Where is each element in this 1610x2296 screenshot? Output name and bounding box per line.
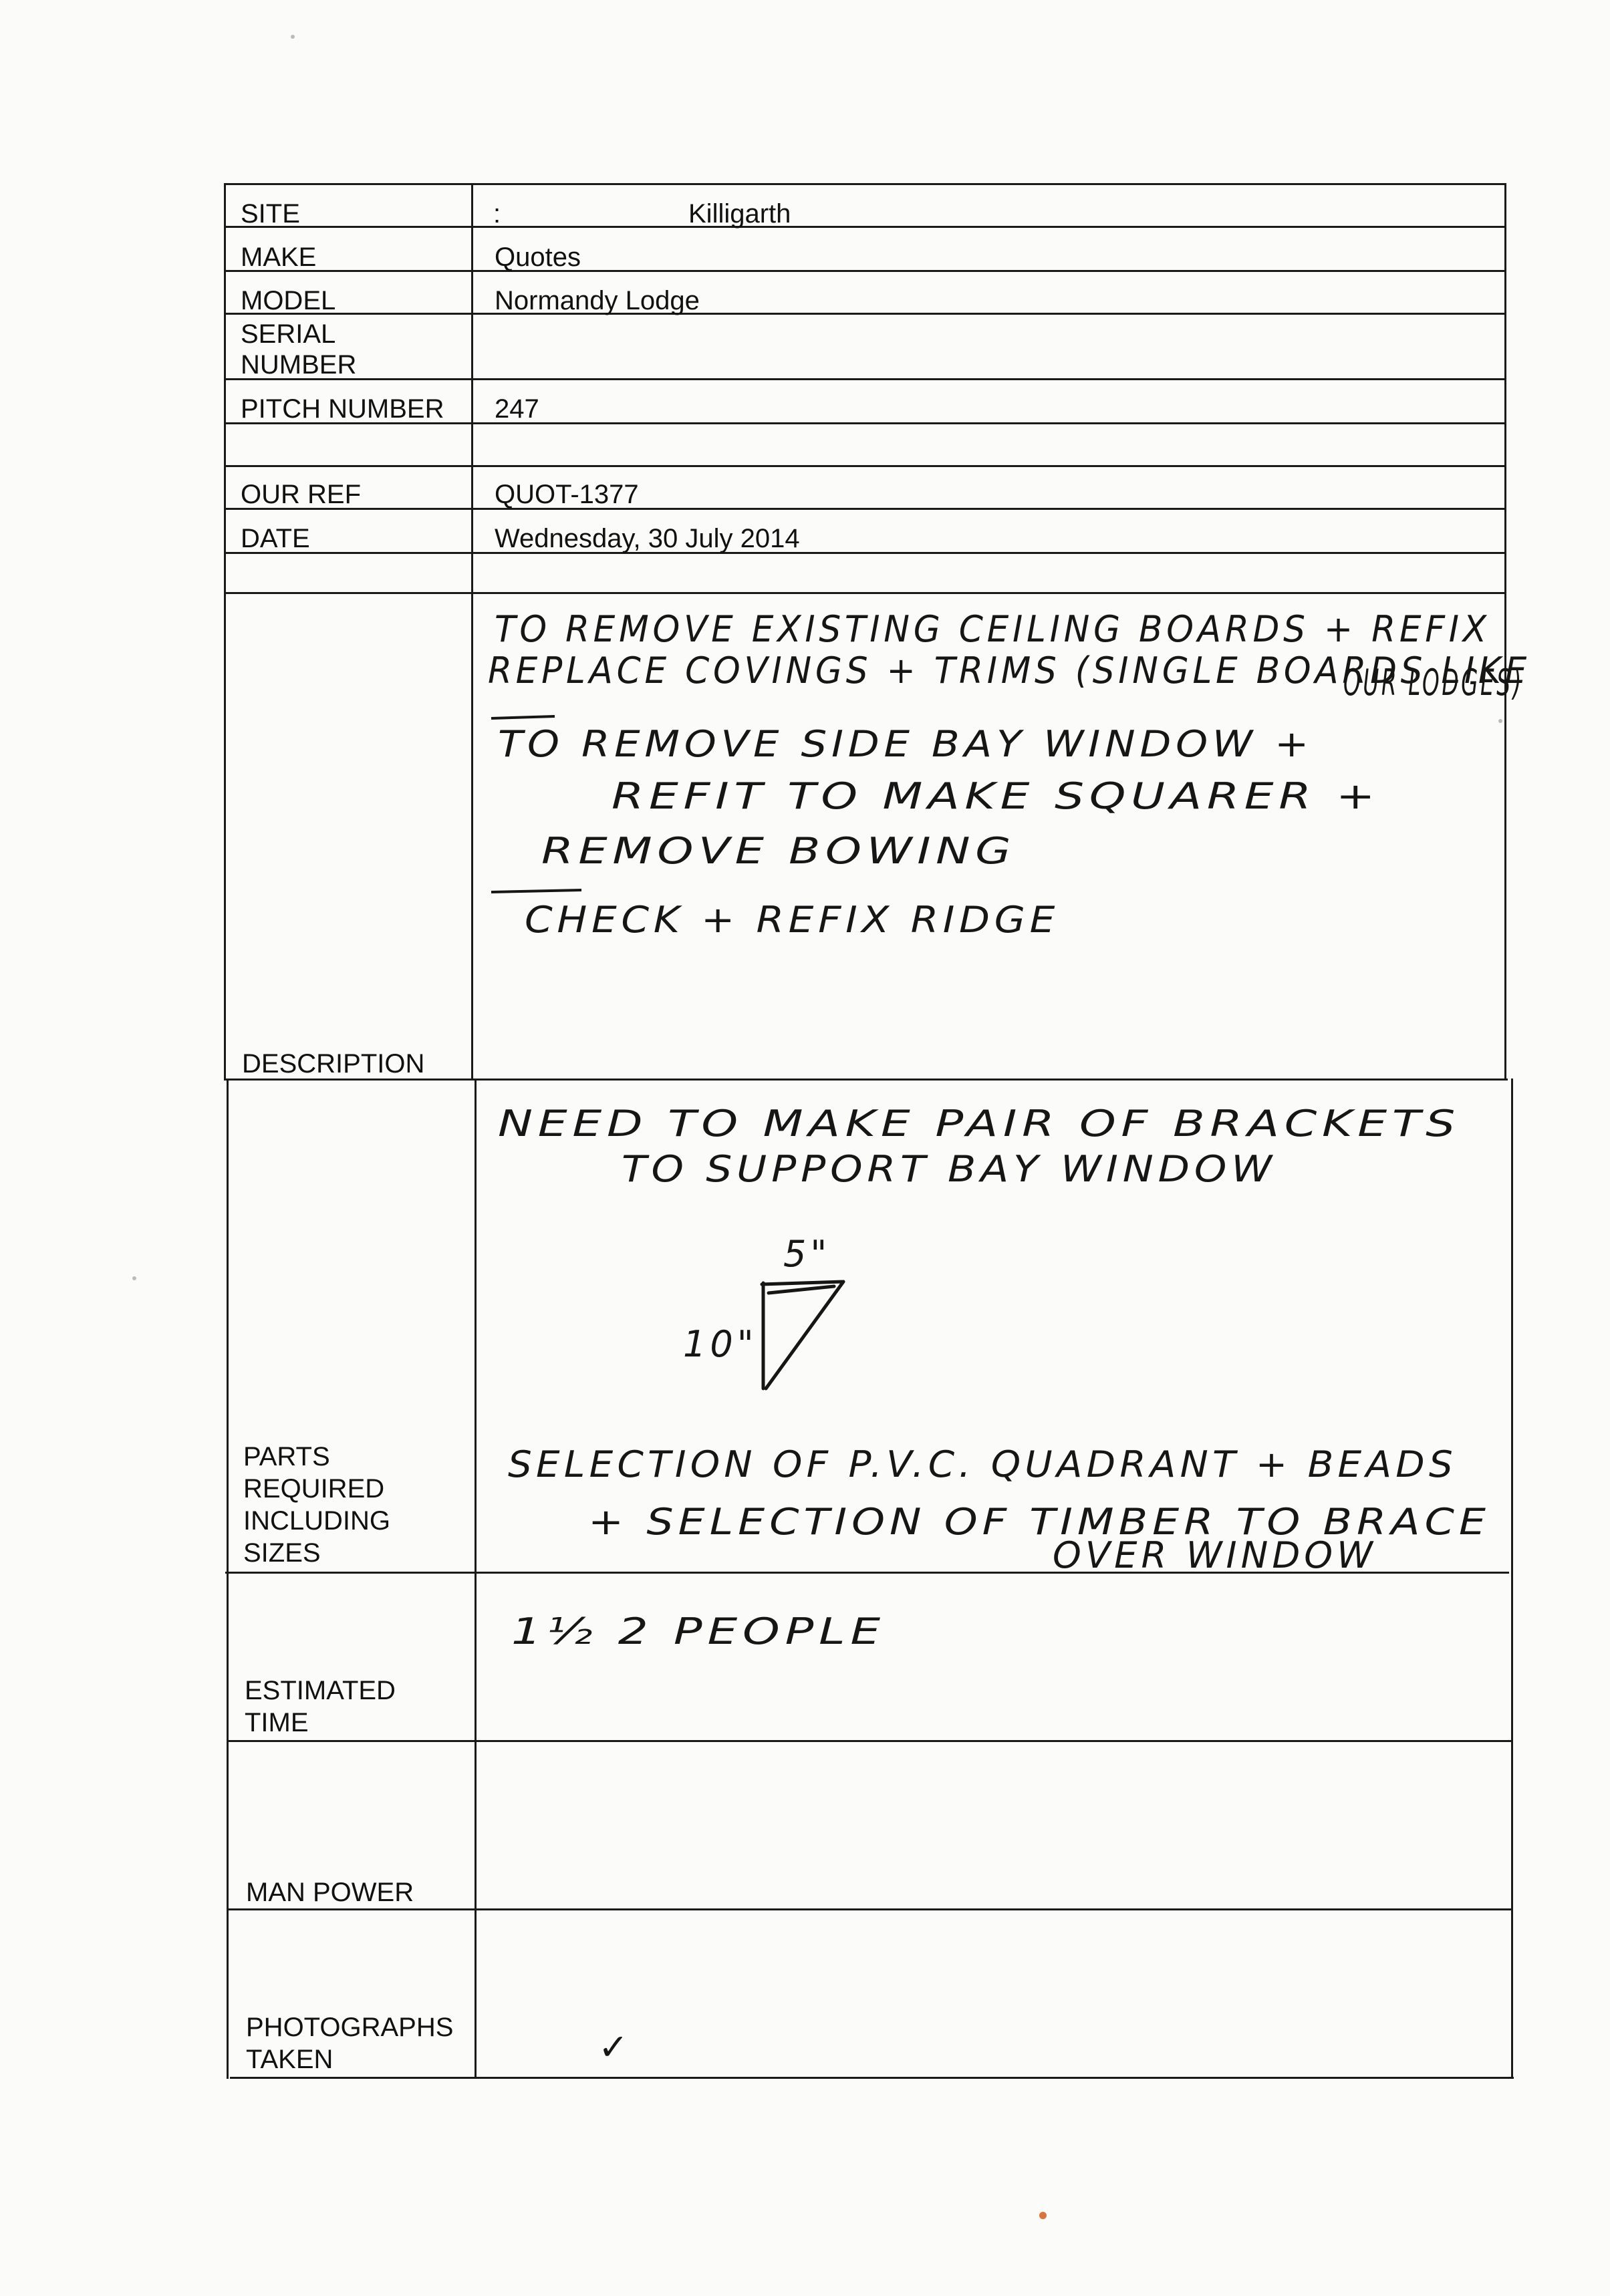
desc-handwriting-line-7: CHECK + REFIX RIDGE	[525, 899, 1059, 941]
desc-handwriting-line-1: TO REMOVE EXISTING CEILING BOARDS + REFIX	[495, 608, 1490, 650]
scan-speck	[1498, 719, 1502, 723]
parts-handwriting-line-2: TO SUPPORT BAY WINDOW	[622, 1148, 1277, 1190]
desc-dash-2	[491, 890, 581, 892]
parts-label-line1: PARTS	[243, 1442, 330, 1471]
make-label: MAKE	[241, 243, 317, 272]
manpower-label: MAN POWER	[246, 1878, 414, 1907]
model-value: Normandy Lodge	[495, 286, 700, 315]
make-value: Quotes	[495, 243, 581, 272]
serial-label-line1: SERIAL	[241, 319, 336, 349]
desc-handwriting-line-5: REFIT TO MAKE SQUARER +	[612, 775, 1380, 817]
bracket-top-dimension: 5"	[783, 1233, 831, 1275]
parts-handwriting-line-4: + SELECTION OF TIMBER TO BRACE	[588, 1501, 1490, 1543]
desc-handwriting-line-2: REPLACE COVINGS + TRIMS (SINGLE BOARDS LIKE	[488, 650, 1530, 692]
parts-label-line3: INCLUDING	[243, 1506, 391, 1536]
photos-label-line2: TAKEN	[246, 2045, 333, 2074]
scan-speck	[1039, 2212, 1047, 2219]
bracket-side-dimension: 10"	[683, 1323, 758, 1365]
description-label: DESCRIPTION	[242, 1049, 425, 1079]
pitch-value: 247	[495, 394, 539, 424]
parts-handwriting-line-1: NEED TO MAKE PAIR OF BRACKETS	[498, 1103, 1460, 1145]
parts-label-line4: SIZES	[243, 1538, 321, 1568]
site-separator: :	[493, 199, 501, 229]
scan-speck	[132, 1276, 136, 1280]
desc-handwriting-line-4: TO REMOVE SIDE BAY WINDOW +	[498, 723, 1313, 765]
date-value: Wednesday, 30 July 2014	[495, 524, 800, 553]
model-label: MODEL	[241, 286, 336, 315]
photos-taken-checkmark: ✓	[598, 2026, 633, 2068]
ref-value: QUOT-1377	[495, 480, 639, 509]
bracket-sketch	[762, 1282, 843, 1389]
pitch-label: PITCH NUMBER	[241, 394, 444, 424]
parts-handwriting-line-3: SELECTION OF P.V.C. QUADRANT + BEADS	[508, 1443, 1457, 1485]
parts-handwriting-line-5: OVER WINDOW	[1053, 1534, 1377, 1576]
scan-speck	[291, 35, 295, 39]
site-value: Killigarth	[688, 199, 791, 229]
desc-dash-1	[491, 716, 555, 718]
desc-handwriting-line-3: OUR LODGES)	[1343, 662, 1524, 704]
parts-label-line2: REQUIRED	[243, 1474, 385, 1503]
site-label: SITE	[241, 199, 300, 229]
desc-handwriting-line-6: REMOVE BOWING	[541, 830, 1016, 872]
estimated-time-handwriting: 1½ 2 PEOPLE	[511, 1610, 886, 1653]
serial-label-line2: NUMBER	[241, 350, 357, 380]
time-label-line2: TIME	[245, 1708, 309, 1737]
photos-label-line1: PHOTOGRAPHS	[246, 2013, 454, 2042]
ref-label: OUR REF	[241, 480, 361, 509]
date-label: DATE	[241, 524, 310, 553]
time-label-line1: ESTIMATED	[245, 1676, 396, 1705]
